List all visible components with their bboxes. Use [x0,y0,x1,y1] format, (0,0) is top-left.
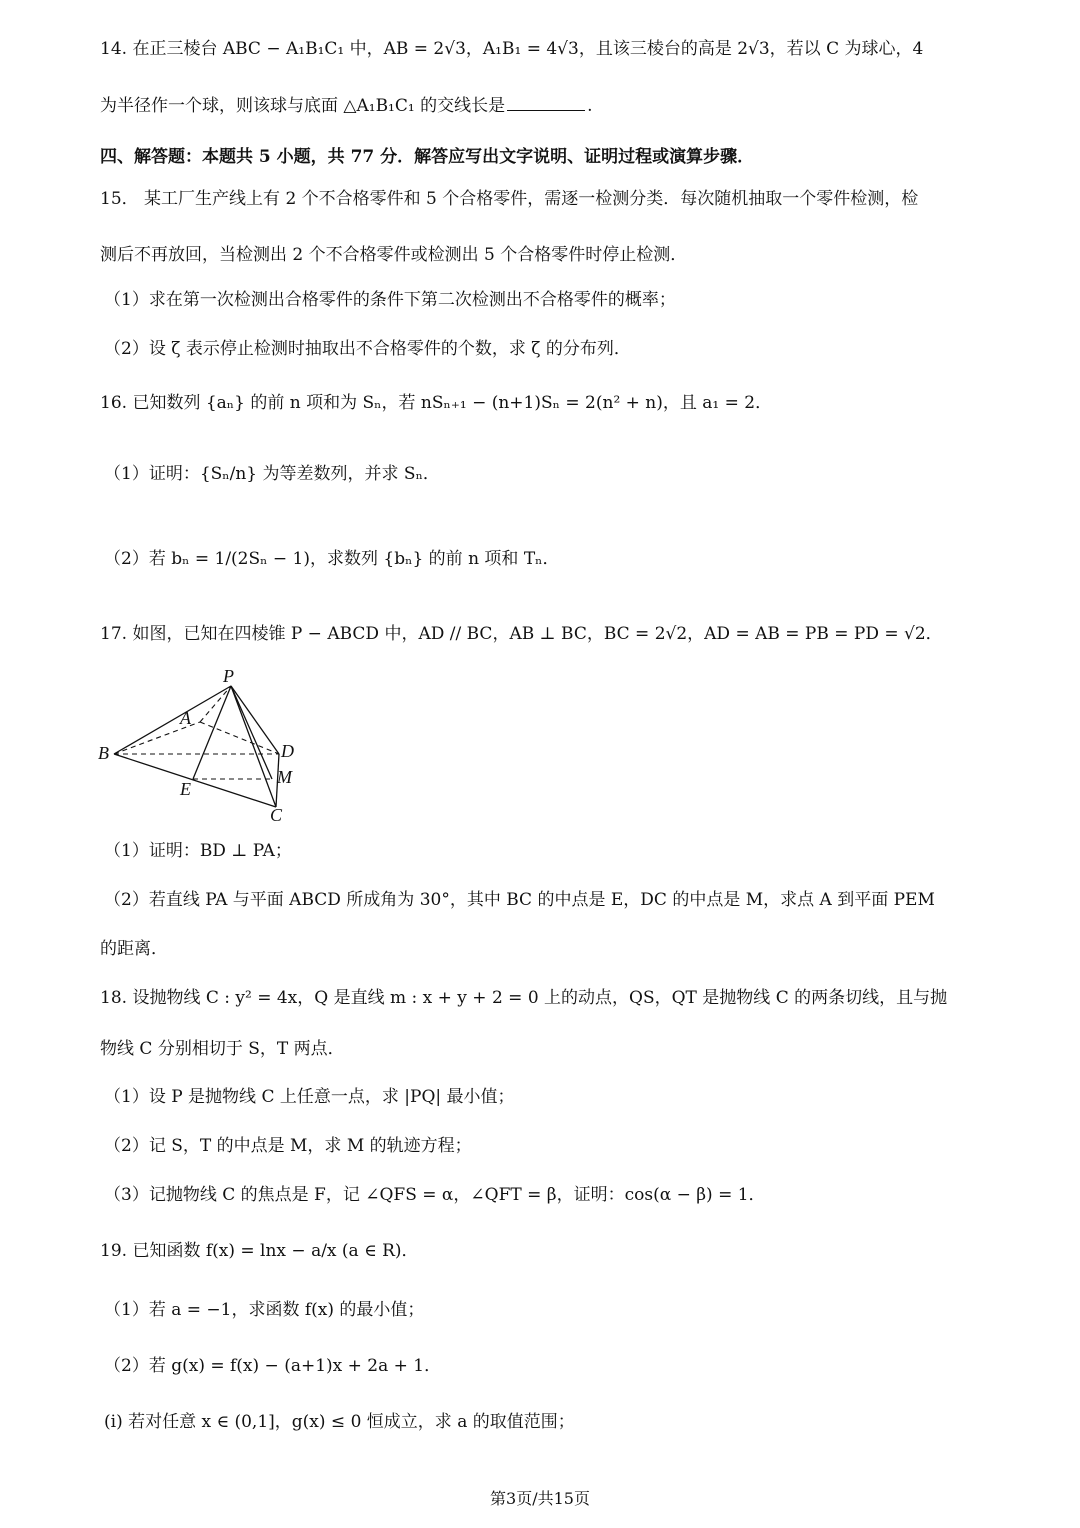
edge-PD [231,686,279,754]
section-4-text: 四、解答题：本题共 5 小题，共 77 分．解答应写出文字说明、证明过程或演算步骤． [100,147,755,167]
problem-18-line-1: 18. 设抛物线 C : y² = 4x，Q 是直线 m : x + y + 2 = 0 上的动点，QS，QT 是抛物线 C 的两条切线，且与抛 [100,988,948,1008]
problem-14-line-1: 14. 在正三棱台 ABC − A₁B₁C₁ 中，AB = 2√3，A₁B₁ = 4√3，且该三棱台的高是 2√3，若以 C 为球心，4 [100,39,924,59]
label-B: B [98,743,109,763]
problem-17-part-2-line-2: 的距离． [100,939,168,959]
edge-PC [231,686,276,807]
problem-15-part-2: （2）设 ζ 表示停止检测时抽取出不合格零件的个数，求 ζ 的分布列． [104,339,631,359]
problem-19-line-1: 19. 已知函数 f(x) = lnx − a/x (a ∈ R)． [100,1241,419,1261]
answer-blank [507,96,585,111]
problem-16-part-2: （2）若 bₙ = 1/(2Sₙ − 1)，求数列 {bₙ} 的前 n 项和 Tₙ． [104,549,560,569]
section-4-heading [100,146,990,168]
problem-18-part-1: （1）设 P 是抛物线 C 上任意一点，求 |PQ| 最小值； [104,1087,515,1107]
problem-18-line-2: 物线 C 分别相切于 S，T 两点． [100,1039,345,1059]
problem-17-line-1: 17. 如图，已知在四棱锥 P − ABCD 中，AD // BC，AB ⊥ BC，BC = 2√2，AD = AB = PB = PD = √2． [100,624,943,644]
problem-14-line-2 [100,95,990,117]
problem-15-line-2: 测后不再放回，当检测出 2 个不合格零件或检测出 5 个合格零件时停止检测． [100,245,688,265]
problem-17-part-1: （1）证明：BD ⊥ PA； [104,841,292,861]
label-D: D [281,741,294,761]
problem-18-part-2: （2）记 S，T 的中点是 M，求 M 的轨迹方程； [104,1136,472,1156]
problem-15-line-1: 15． 某工厂生产线上有 2 个不合格零件和 5 个合格零件，需逐一检测分类．每次随机抽取一个零件检测，检 [100,189,919,209]
edge-BC [114,754,276,807]
pyramid-figure [96,664,306,824]
label-C: C [270,805,283,824]
label-A: A [180,708,191,728]
problem-16-line-1: 16. 已知数列 {aₙ} 的前 n 项和为 Sₙ，若 nSₙ₊₁ − (n+1)Sₙ = 2(n² + n)，且 a₁ = 2． [100,393,773,413]
problem-14-text: 为半径作一个球，则该球与底面 △A₁B₁C₁ 的交线长是 [100,96,506,116]
label-M: M [277,767,292,787]
edge-PB [114,686,231,754]
edge-PM [231,686,272,779]
problem-19-part-2: （2）若 g(x) = f(x) − (a+1)x + 2a + 1． [104,1356,442,1376]
problem-17-part-2-line-1: （2）若直线 PA 与平面 ABCD 所成角为 30°，其中 BC 的中点是 E，DC 的中点是 M，求点 A 到平面 PEM [104,890,935,910]
problem-19-part-1: （1）若 a = −1，求函数 f(x) 的最小值； [104,1300,425,1320]
label-E: E [180,779,191,799]
problem-15-part-1: （1）求在第一次检测出合格零件的条件下第二次检测出不合格零件的概率； [104,290,676,310]
label-P: P [223,666,234,686]
problem-19-part-2-i: (ⅰ) 若对任意 x ∈ (0,1]，g(x) ≤ 0 恒成立，求 a 的取值范围； [104,1412,575,1432]
problem-18-part-3: （3）记抛物线 C 的焦点是 F，记 ∠QFS = α，∠QFT = β，证明：cos(α − β) = 1． [104,1185,766,1205]
problem-14-end: . [587,96,593,116]
edge-PA [200,686,231,722]
problem-16-part-1: （1）证明：{Sₙ/n} 为等差数列，并求 Sₙ． [104,464,440,484]
page-footer: 第3页/共15页 [490,1489,590,1508]
